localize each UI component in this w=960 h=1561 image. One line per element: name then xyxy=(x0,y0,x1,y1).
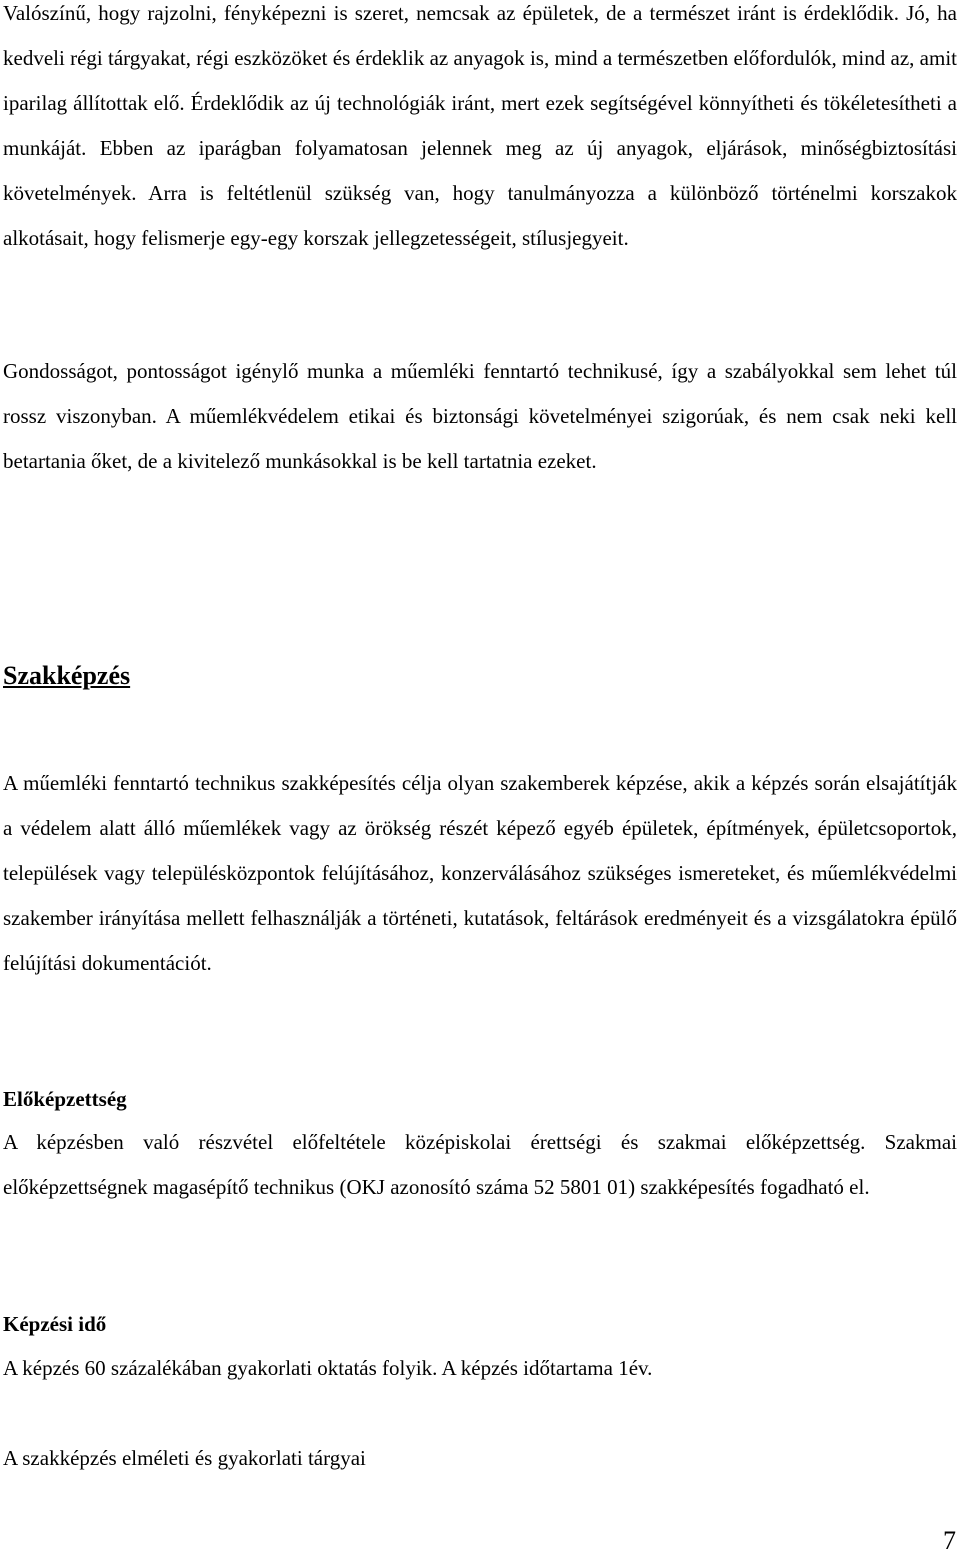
duration-paragraph: A képzés 60 százalékában gyakorlati oktatás folyik. A képzés időtartama 1év. xyxy=(3,1356,653,1380)
intro-paragraph: Valószínű, hogy rajzolni, fényképezni is szeret, nemcsak az épületek, de a természet iránt is érdeklődik. Jó, ha kedveli régi tárgyakat, régi eszközöket és érdeklik az anyagok is, mind a természetben előfordulók, mind az, amit iparilag állítottak elő. Érdeklődik az új technológiák iránt, mert ezek segítségével könnyítheti és tökéletesítheti a munkáját. Ebben az iparágban folyamatosan jelennek meg az új anyagok, eljárások, minőségbiztosítási követelmények. Arra is feltétlenül szükség van, hogy tanulmányozza a különböző történelmi korszakok alkotásait, hogy felismerje egy-egy korszak jellegzetességeit, stílusjegyeit. xyxy=(3,1,957,250)
training-paragraph: A műemléki fenntartó technikus szakképesítés célja olyan szakemberek képzése, akik a képzés során elsajátítják a védelem alatt álló műemlékek vagy az örökség részét képező egyéb épületek, építmények, épületcsoportok, települések vagy településközpontok felújításához, konzerválásához szükséges ismereteket, és műemlékvédelmi szakember irányítása mellett felhasználják a történeti, kutatások, feltárások eredményeit és a vizsgálatokra épülő felújítási dokumentációt. xyxy=(3,771,957,975)
section-heading-szakkepzes: Szakképzés xyxy=(3,661,131,690)
subheading-kepzesi-ido: Képzési idő xyxy=(3,1312,107,1336)
prerequisite-paragraph: A képzésben való részvétel előfeltétele középiskolai érettségi és szakmai előképzettség. Szakmai előképzettségnek magasépítő technikus (OKJ azonosító száma 52 5801 01) szakképesítés fogadható el. xyxy=(3,1130,957,1199)
care-paragraph: Gondosságot, pontosságot igénylő munka a műemléki fenntartó technikusé, így a szabályokkal sem lehet túl rossz viszonyban. A műemlékvédelem etikai és biztonsági követelményei szigorúak, és nem csak neki kell betartania őket, de a kivitelező munkásokkal is be kell tartatnia ezeket. xyxy=(3,359,957,473)
subjects-paragraph: A szakképzés elméleti és gyakorlati tárgyai xyxy=(3,1446,366,1470)
subheading-elokepzettseg: Előképzettség xyxy=(3,1087,127,1111)
page-number: 7 xyxy=(943,1526,956,1555)
